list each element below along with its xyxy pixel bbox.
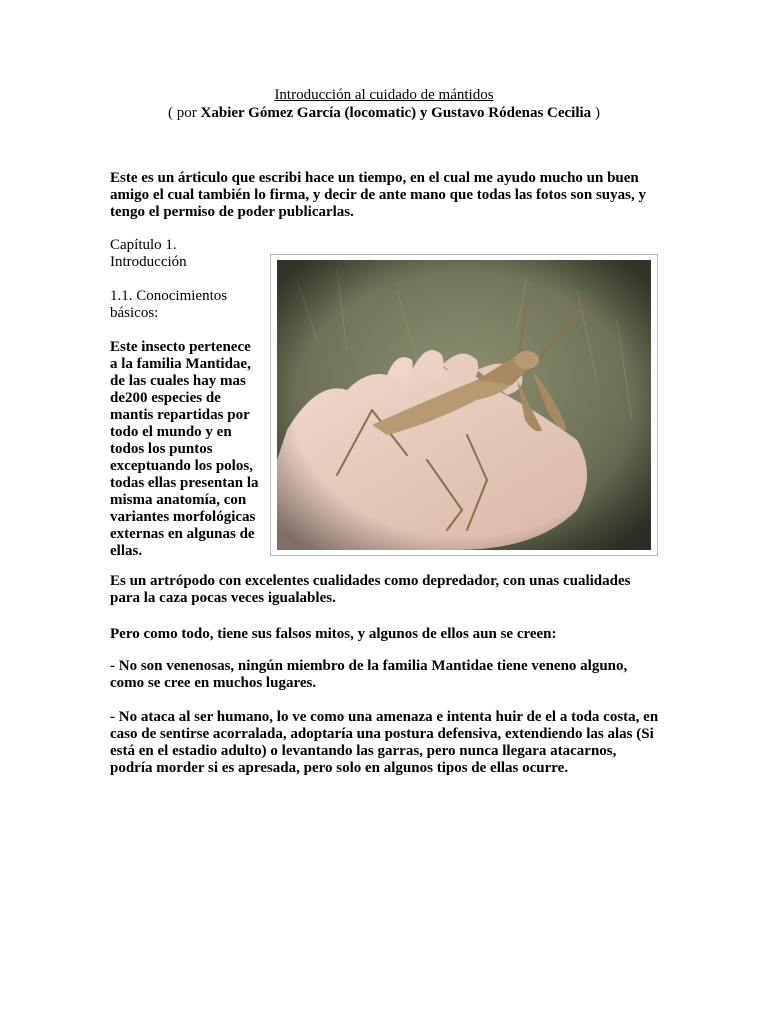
paragraph-myth-venom: - No son venenosas, ningún miembro de la familia Mantidae tiene veneno alguno, como se cree en muchos lugares.	[110, 658, 628, 691]
paragraph-myth-attack: - No ataca al ser humano, lo ve como una amenaza e intenta huir de el a toda costa, en caso de sentirse acorralada, adoptaría una postura defensiva, extendiendo las alas (Si está en el estadio adulto) o levantando las garras, pero nunca llegara atacarnos, podría morder si es apresada, pero solo en algunos tipos de ellas ocurre.	[110, 709, 659, 776]
document-byline	[0, 104, 768, 122]
chapter-title: Introducción	[110, 254, 187, 270]
chapter-column	[110, 237, 260, 560]
chapter-number: Capítulo 1.	[110, 237, 177, 253]
section-heading: 1.1. Conocimientos básicos:	[110, 288, 228, 321]
intro-paragraph: Este es un árticulo que escribi hace un tiempo, en el cual me ayudo mucho un buen amigo el cual también lo firma, y decir de ante mano que todas las fotos son suyas, y tengo el permiso de poder publicarlas.	[110, 170, 646, 220]
byline-suffix: )	[591, 105, 600, 121]
byline-authors: Xabier Gómez García (locomatic) y Gustavo Ródenas Cecilia	[200, 105, 592, 121]
paragraph-predator: Es un artrópodo con excelentes cualidades como depredador, con unas cualidades para la caza pocas veces igualables.	[110, 573, 631, 606]
byline-prefix: ( por	[168, 105, 201, 121]
paragraph-myths-intro: Pero como todo, tiene sus falsos mitos, y algunos de ellos aun se creen:	[110, 626, 557, 642]
document-title: Introducción al cuidado de mántidos	[274, 87, 494, 103]
section-body: Este insecto pertenece a la familia Mantidae, de las cuales hay mas de200 especies de mantis repartidas por todo el mundo y en todos los puntos exceptuando los polos, todas ellas presentan la misma anatomía, con variantes morfológicas externas en algunas de ellas.	[110, 339, 259, 559]
document-header	[0, 86, 768, 122]
mantis-photo	[270, 254, 658, 556]
mantis-on-hand-photo-icon	[277, 260, 651, 550]
